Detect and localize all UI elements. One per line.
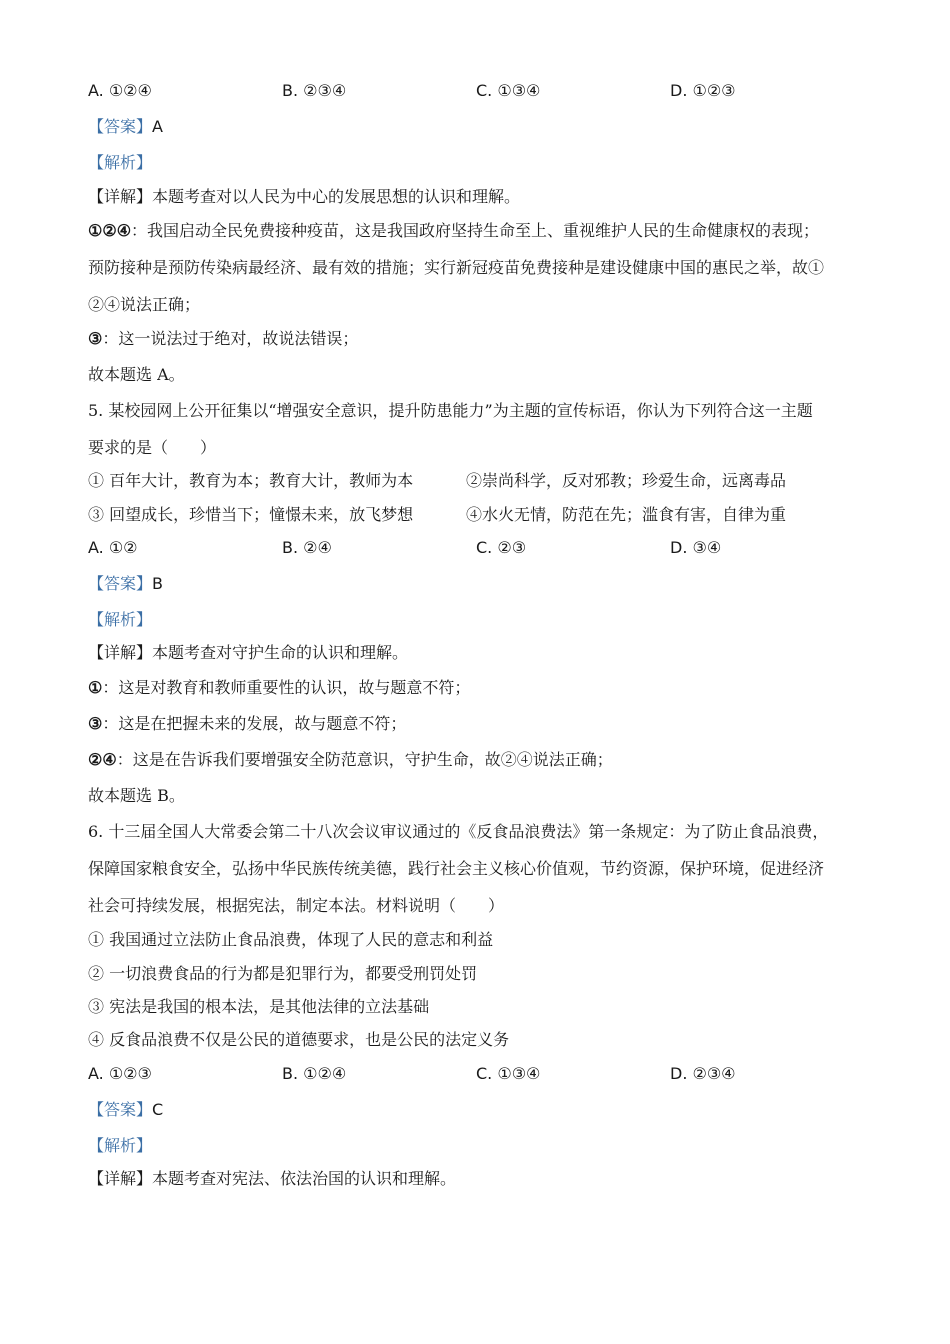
q5-detail: [88, 642, 408, 664]
q6-stem-line2: 保障国家粮食安全，弘扬中华民族传统美德，践行社会主义核心价值观，节约资源，保护环境，促进经济: [88, 859, 825, 878]
detail-tag: 【详解】: [88, 1169, 153, 1188]
q4-point-1-cont2: ②④说法正确；: [88, 295, 201, 314]
q4-point-1: [88, 220, 819, 242]
q6-option-c: C. ①③④: [476, 1064, 541, 1083]
q4-option-a: A. ①②④: [88, 81, 152, 100]
answer-tag: 【答案】: [88, 117, 153, 136]
answer-value: B: [152, 574, 163, 593]
point-lead: ③: [88, 714, 103, 733]
q5-conclusion: 故本题选 B。: [88, 786, 185, 805]
point-lead: ①: [88, 678, 103, 697]
q6-stem-line1: 6. 十三届全国人大常委会第二十八次会议审议通过的《反食品浪费法》第一条规定：为了防止食品浪费，: [88, 822, 829, 841]
answer-value: C: [152, 1100, 164, 1119]
q4-answer: [88, 116, 163, 138]
q4-option-c: C. ①③④: [476, 81, 541, 100]
q4-point-2: [88, 328, 358, 350]
answer-tag: 【答案】: [88, 574, 153, 593]
q5-answer: [88, 573, 163, 595]
q5-stem-line1: 5. 某校园网上公开征集以“增强安全意识，提升防患能力”为主题的宣传标语，你认为下列符合这一主题: [88, 401, 813, 420]
detail-text: 本题考查对以人民为中心的发展思想的认识和理解。: [152, 187, 521, 206]
q4-point-1-cont1: 预防接种是预防传染病最经济、最有效的措施；实行新冠疫苗免费接种是建设健康中国的惠民之举，故①: [88, 258, 825, 277]
q6-item-2: ② 一切浪费食品的行为都是犯罪行为，都要受刑罚处罚: [88, 964, 478, 983]
detail-text: 本题考查对宪法、依法治国的认识和理解。: [152, 1169, 457, 1188]
q5-option-c: C. ②③: [476, 538, 527, 557]
q6-option-a: A. ①②③: [88, 1064, 152, 1083]
q6-detail: [88, 1168, 456, 1190]
point-text: ：这是对教育和教师重要性的认识，故与题意不符；: [102, 678, 471, 697]
answer-tag: 【答案】: [88, 1100, 153, 1119]
q6-answer: [88, 1099, 163, 1121]
point-text: ：这一说法过于绝对，故说法错误；: [102, 329, 359, 348]
q6-item-1: ① 我国通过立法防止食品浪费，体现了人民的意志和利益: [88, 930, 494, 949]
q6-analysis-tag: 【解析】: [88, 1136, 153, 1155]
detail-tag: 【详解】: [88, 187, 153, 206]
q5-point-3: [88, 749, 613, 771]
q6-item-4: ④ 反食品浪费不仅是公民的道德要求，也是公民的法定义务: [88, 1030, 510, 1049]
q5-analysis-tag: 【解析】: [88, 610, 153, 629]
q4-option-b: B. ②③④: [282, 81, 347, 100]
q5-point-1: [88, 677, 470, 699]
point-text: ：我国启动全民免费接种疫苗，这是我国政府坚持生命至上、重视维护人民的生命健康权的表现；: [131, 221, 820, 240]
point-text: ：这是在告诉我们要增强安全防范意识，守护生命，故②④说法正确；: [116, 750, 613, 769]
q5-option-b: B. ②④: [282, 538, 332, 557]
q5-item-1: ① 百年大计，教育为本；教育大计，教师为本: [88, 471, 414, 490]
q6-stem-line3: 社会可持续发展，根据宪法，制定本法。材料说明（ ）: [88, 896, 505, 915]
q6-item-3: ③ 宪法是我国的根本法，是其他法律的立法基础: [88, 997, 430, 1016]
point-lead: ②④: [88, 750, 117, 769]
q6-option-d: D. ②③④: [670, 1064, 736, 1083]
point-text: ：这是在把握未来的发展，故与题意不符；: [102, 714, 407, 733]
q5-item-4: ④水火无情，防范在先；滥食有害，自律为重: [466, 505, 787, 524]
answer-value: A: [152, 117, 163, 136]
q5-item-2: ②崇尚科学，反对邪教；珍爱生命，远离毒品: [466, 471, 787, 490]
q4-conclusion: 故本题选 A。: [88, 365, 185, 384]
q4-detail: [88, 186, 520, 208]
q5-point-2: [88, 713, 406, 735]
q5-option-a: A. ①②: [88, 538, 138, 557]
q5-item-3: ③ 回望成长，珍惜当下；憧憬未来，放飞梦想: [88, 505, 414, 524]
q5-stem-line2: 要求的是（ ）: [88, 438, 217, 457]
q4-option-d: D. ①②③: [670, 81, 736, 100]
detail-tag: 【详解】: [88, 643, 153, 662]
point-lead: ①②④: [88, 221, 132, 240]
q6-option-b: B. ①②④: [282, 1064, 347, 1083]
q4-analysis-tag: 【解析】: [88, 153, 153, 172]
detail-text: 本题考查对守护生命的认识和理解。: [152, 643, 409, 662]
q5-option-d: D. ③④: [670, 538, 722, 557]
point-lead: ③: [88, 329, 103, 348]
